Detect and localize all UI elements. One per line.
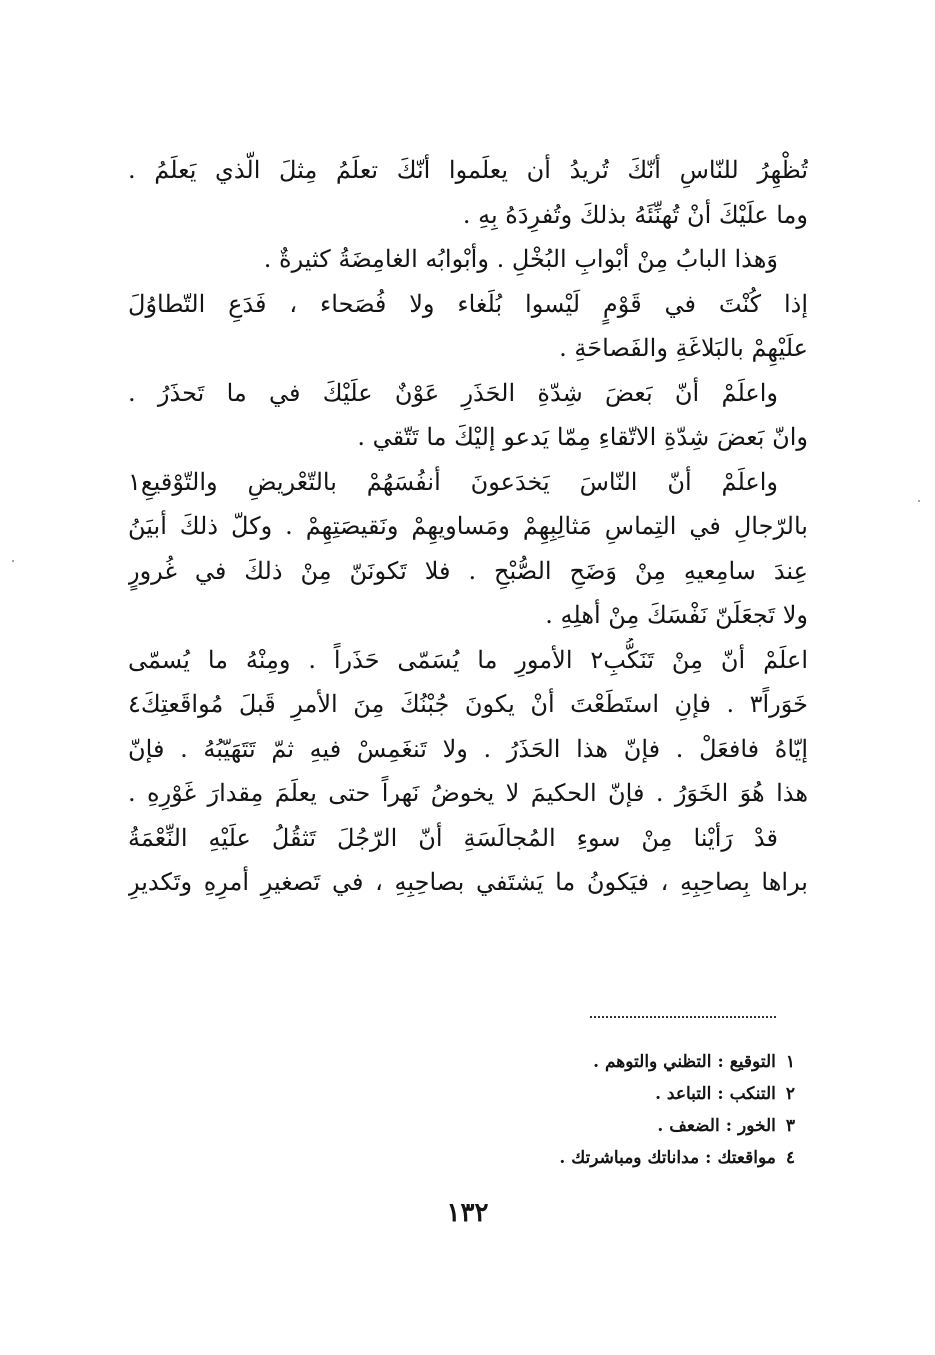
text-line: واعلَمْ أنّ النّاسَ يَخدَعونَ أنفُسَهُمْ بالتّعْريضِ والتّوْقيعِ١	[128, 467, 778, 496]
text-line: إيّاهُ فافعَلْ . فإنّ هذا الحَذَرُ . ولا تَنغَمِسْ فيهِ ثمّ تَتَهَيّبُهُ . فإنّ	[128, 734, 808, 763]
footnote-item	[275, 1046, 795, 1078]
text-line: خَوَراً٣ . فإنِ استَطَعْتَ أنْ يكونَ جُبْنُكَ مِنَ الأمرِ قَبلَ مُواقَعتِكَ٤	[128, 690, 808, 718]
footnote-item	[275, 1078, 795, 1110]
footnote-term: مواقعتك	[717, 1148, 776, 1168]
text-line: قدْ رَأيْنا مِنْ سوءِ المُجالَسَةِ أنّ الرّجُلَ تَثقُلُ علَيْهِ النِّعْمَةُ	[128, 823, 778, 852]
footnote-term: التوقيع	[729, 1052, 776, 1072]
footnote-definition: التظني والتوهم .	[593, 1052, 712, 1072]
text-line: وَهذا البابُ مِنْ أبْوابِ البُخْلِ . وأبْوابُه الغامِضَةُ كثيرةٌ .	[263, 245, 778, 273]
text-line: إذا كُنْتَ في قَوْمٍ لَيْسوا بُلَغاء ولا فُصَحاء ، فَدَعِ التّطاوُلَ	[128, 289, 808, 318]
text-line: علَيْهِمْ بالبَلاغَةِ والفَصاحَةِ .	[559, 334, 808, 362]
text-line: عِندَ سامِعيهِ مِنْ وَضَحِ الصُّبْحِ . فلا تَكونَنّ مِنْ ذلكَ في غُرورٍ	[128, 556, 808, 585]
text-line: هذا هُوَ الخَوَرُ . فإنّ الحكيمَ لا يخوضُ نَهراً حتى يعلَمَ مِقدارَ غَوْرِهِ .	[128, 779, 808, 807]
footnote-number: ٤	[785, 1148, 795, 1168]
footnote-number: ١	[785, 1052, 795, 1072]
footnote-item	[275, 1110, 795, 1142]
footnote-colon: :	[725, 1116, 732, 1136]
scan-speck	[918, 500, 920, 502]
text-line: بالرّجالِ في التِماسِ مَثالِبِهِمْ ومَساويهِمْ ونَقيصَتِهِمْ . وكلّ ذلكَ أبيَنُ	[128, 512, 808, 540]
footnote-term: التنكب	[729, 1084, 776, 1104]
footnote-number: ٢	[785, 1084, 795, 1104]
text-line: تُظْهِرُ للنّاسِ أنّكَ تُريدُ أن يعلَموا أنّكَ تعلَمُ مِثلَ الّذي يَعلَمُ .	[128, 156, 808, 184]
body-text	[128, 148, 808, 905]
footnote-colon: :	[705, 1148, 712, 1168]
text-line: واعلَمْ أنّ بَعضَ شِدّةِ الحَذَرِ عَوْنٌ علَيْكَ في ما تَحذَرُ .	[128, 378, 779, 407]
footnote-term: الخور	[737, 1116, 776, 1136]
text-line: اعلَمْ أنّ مِنْ تَنَكُّبِ٢ الأمورِ ما يُسَمّى حَذَراً . ومِنْهُ ما يُسمّى	[128, 645, 808, 674]
footnote-colon: :	[717, 1052, 724, 1072]
text-line: وما علَيْكَ أنْ تُهنِّئَهُ بذلكَ وتُفرِدَهُ بِهِ .	[462, 200, 808, 229]
text-line: براها بِصاحِبِهِ ، فيَكونُ ما يَشتَفي بصاحِبِهِ ، في تَصغيرِ أمرِهِ وتَكديرِ	[128, 868, 808, 896]
text-line: ولا تَجعَلَنّ نَفْسَكَ مِنْ أهلِهِ .	[545, 601, 808, 629]
footnotes	[275, 1046, 795, 1174]
footnote-colon: :	[717, 1084, 724, 1104]
footnote-number: ٣	[785, 1116, 795, 1136]
footnote-item	[275, 1142, 795, 1174]
text-line: وانّ بَعضَ شِدّةِ الاتّقاءِ مِمّا يَدعو إليْكَ ما تَتّقي .	[357, 423, 808, 451]
footnote-definition: الضعف .	[657, 1116, 720, 1136]
footnote-definition: التباعد .	[655, 1084, 712, 1104]
footnote-separator	[590, 1016, 776, 1018]
scan-speck	[12, 560, 14, 562]
footnote-definition: مداناتك ومباشرتك .	[559, 1148, 700, 1168]
page-number: ١٣٢	[446, 1198, 489, 1228]
